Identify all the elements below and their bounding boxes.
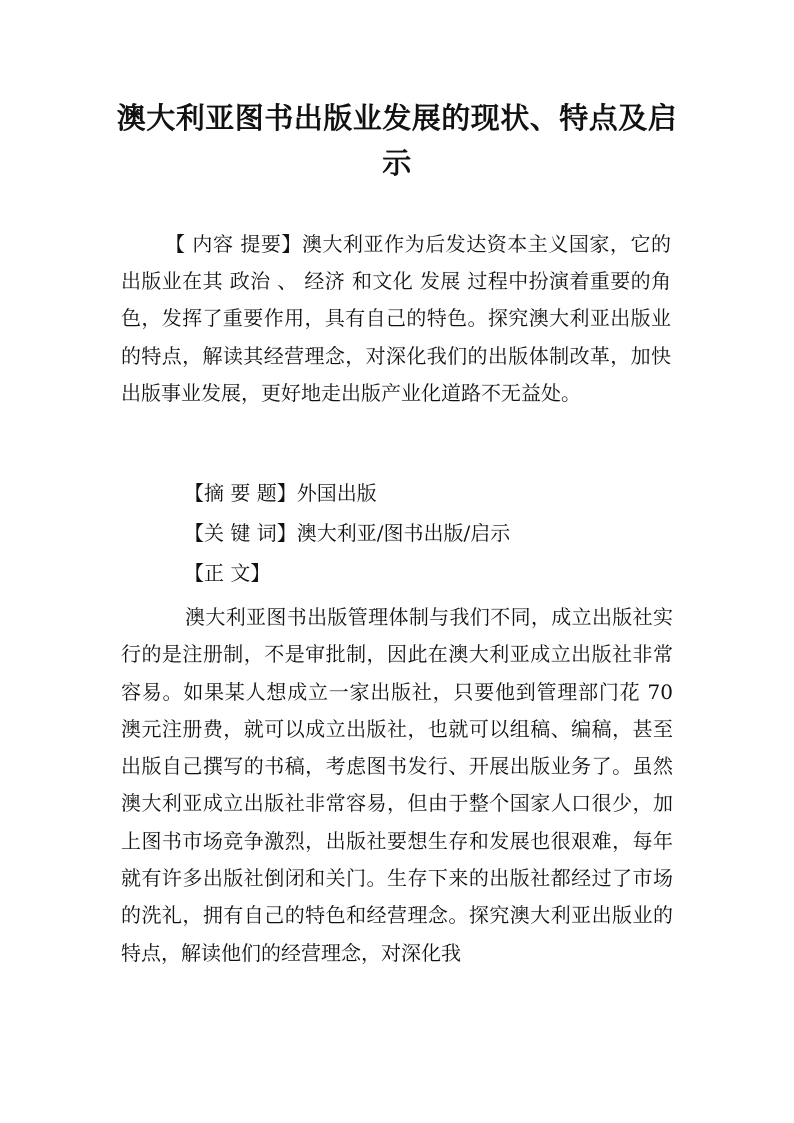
subject-value: 外国出版 xyxy=(296,481,377,505)
body-paragraph: 澳大利亚图书出版管理体制与我们不同，成立出版社实行的是注册制，不是审批制，因此在澳大利亚成立出版社非常容易。如果某人想成立一家出版社，只要他到管理部门花 70 澳元注册费，就可以成立出版社，也就可以组稿、编稿，甚至出版自己撰写的书稿，考虑图书发行、开展出版业务了。虽然澳大利亚成立出版社非常容易，但由于整个国家人口很少，加上图书市场竞争激烈，出版社要想生存和发展也很艰难，每年就有许多出版社倒闭和关门。生存下来的出版社都经过了市场的洗礼，拥有自己的特色和经营理念。探究澳大利亚出版业的特点，解读他们的经营理念，对深化我 xyxy=(121,605,673,965)
body-heading: 【正 文】 xyxy=(184,561,271,585)
document-title: 澳大利亚图书出版业发展的现状、特点及启示 xyxy=(116,101,678,180)
keywords-line xyxy=(184,518,510,548)
keywords-label: 【关 键 词】 xyxy=(184,521,297,545)
subject-line xyxy=(184,478,377,508)
abstract-paragraph: 【 内容 提要】澳大利亚作为后发达资本主义国家，它的出版业在其 政治 、 经济 和文化 发展 过程中扮演着重要的角色，发挥了重要作用，具有自己的特色。探究澳大利亚出版业的特点，解读其经营理念，对深化我们的出版体制改革，加快出版事业发展，更好地走出版产业化道路不无益处。 xyxy=(121,232,671,405)
subject-label: 【摘 要 题】 xyxy=(184,481,297,505)
keywords-value: 澳大利亚/图书出版/启示 xyxy=(296,521,511,545)
